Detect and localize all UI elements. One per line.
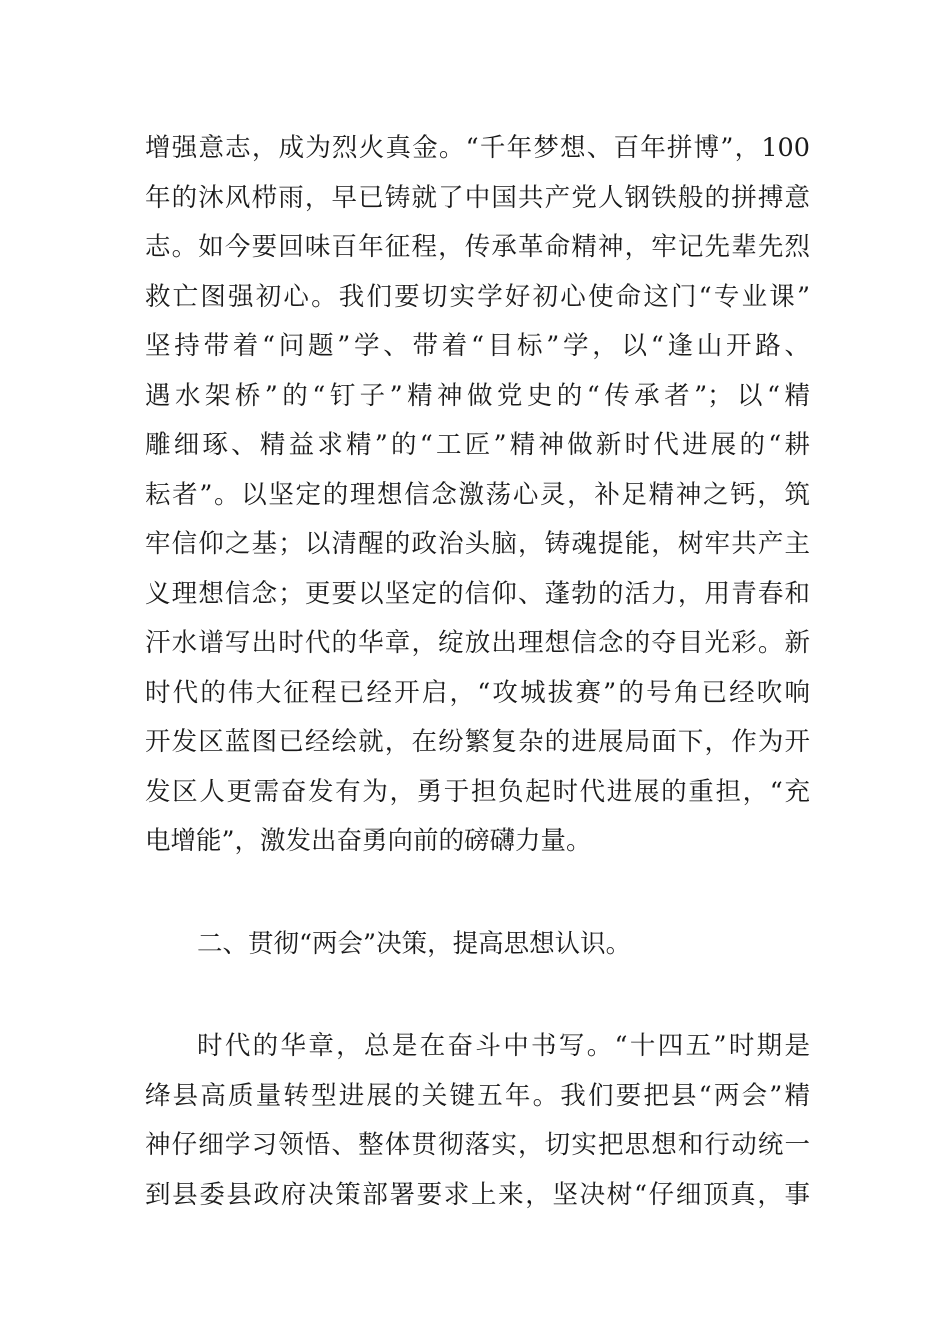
paragraph-line: 牢信仰之基；以清醒的政治头脑，铸魂提能，树牢共产主: [145, 529, 810, 559]
paragraph-line: 坚持带着“问题”学、带着“目标”学，以“逢山开路、: [145, 331, 810, 361]
paragraph-line: 时代的伟大征程已经开启，“攻城拔赛”的号角已经吹响: [145, 677, 810, 708]
paragraph-line: 绛县高质量转型进展的关键五年。我们要把县“两会”精: [145, 1080, 810, 1111]
paragraph-line: 遇水架桥”的“钉子”精神做党史的“传承者”；以“精: [145, 380, 810, 411]
paragraph-line: 到县委县政府决策部署要求上来，坚决树“仔细顶真，事: [145, 1179, 810, 1210]
paragraph-line: 开发区蓝图已经绘就，在纷繁复杂的进展局面下，作为开: [145, 727, 810, 757]
paragraph-line: 义理想信念；更要以坚定的信仰、蓬勃的活力，用青春和: [145, 578, 810, 609]
paragraph-line: 志。如今要回味百年征程，传承革命精神，牢记先辈先烈: [145, 232, 810, 262]
paragraph-1: [145, 124, 810, 867]
paragraph-2: [145, 1022, 810, 1220]
section-heading: 二、贯彻“两会”决策，提高思想认识。: [197, 929, 632, 959]
paragraph-line: 发区人更需奋发有为，勇于担负起时代进展的重担，“充: [145, 776, 810, 807]
paragraph-line: 增强意志，成为烈火真金。“千年梦想、百年拼博”，100: [145, 133, 810, 163]
paragraph-line: 救亡图强初心。我们要切实学好初心使命这门“专业课”: [145, 281, 810, 312]
section-heading-block: [145, 920, 810, 970]
paragraph-line: 电增能”，激发出奋勇向前的磅礴力量。: [145, 826, 592, 856]
paragraph-line: 汗水谱写出时代的华章，绽放出理想信念的夺目光彩。新: [145, 628, 810, 658]
paragraph-line: 时代的华章，总是在奋斗中书写。“十四五”时期是: [197, 1031, 810, 1061]
paragraph-line: 神仔细学习领悟、整体贯彻落实，切实把思想和行动统一: [145, 1130, 810, 1160]
paragraph-line: 耘者”。以坚定的理想信念激荡心灵，补足精神之钙，筑: [145, 479, 810, 510]
paragraph-line: 年的沐风栉雨，早已铸就了中国共产党人钢铁般的拼搏意: [145, 182, 810, 213]
paragraph-line: 雕细琢、精益求精”的“工匠”精神做新时代进展的“耕: [145, 430, 810, 460]
